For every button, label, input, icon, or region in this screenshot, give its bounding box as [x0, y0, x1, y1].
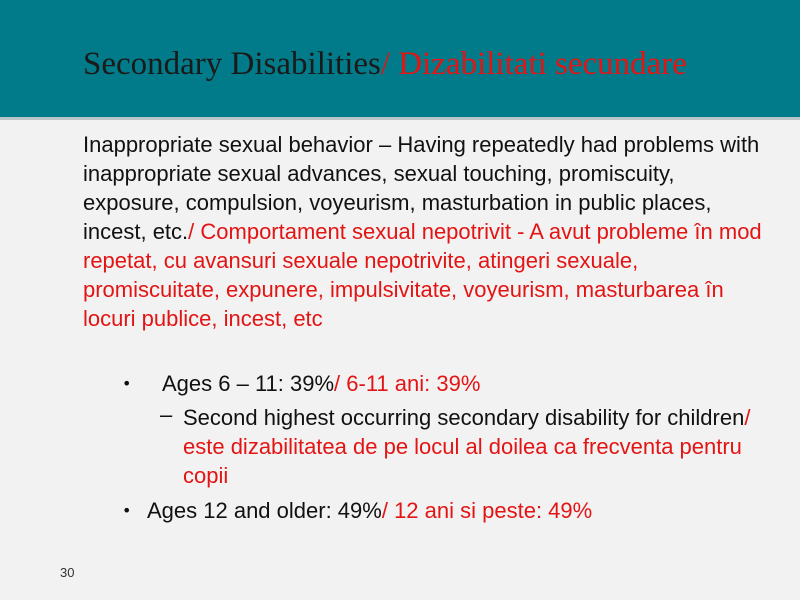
slide-title	[83, 44, 687, 84]
bullet-english: Ages 12 and older: 49%	[147, 498, 382, 523]
slide-header	[0, 0, 800, 117]
title-separator: /	[380, 46, 399, 82]
title-english: Secondary Disabilities	[83, 46, 381, 82]
slide-body	[0, 120, 800, 600]
sub-bullet-romanian: / este dizabilitatea de pe locul al doilea ca frecventa pentru copii	[183, 405, 751, 488]
sub-bullet-english: Second highest occurring secondary disability for children	[183, 405, 745, 430]
sub-bullet-marker: –	[160, 402, 173, 427]
bullet-marker: •	[122, 374, 132, 393]
bullet-english: Ages 6 – 11: 39%	[162, 371, 335, 396]
page-number: 30	[60, 565, 75, 580]
title-romanian: Dizabilitati secundare	[398, 46, 687, 82]
main-paragraph	[83, 130, 773, 333]
bullet-marker: •	[122, 501, 132, 520]
bullet-ages-12-older	[147, 496, 592, 525]
bullet-romanian: / 12 ani si peste: 49%	[381, 498, 593, 523]
bullet-romanian: / 6-11 ani: 39%	[334, 371, 481, 396]
sub-bullet-second-highest	[183, 403, 783, 490]
bullet-ages-6-11	[162, 369, 480, 398]
paragraph-english: Inappropriate sexual behavior – Having repeatedly had problems with inappropriate sexual advances, sexual touching, promiscuity, exposure, compulsion, voyeurism, masturbation in public places, incest, etc.	[83, 132, 760, 244]
paragraph-romanian: / Comportament sexual nepotrivit - A avut probleme în mod repetat, cu avansuri sexuale nepotrivite, atingeri sexuale, promiscuitate, expunere, impulsivitate, voyeurism, masturbarea în locuri publice, incest, etc	[83, 219, 762, 331]
